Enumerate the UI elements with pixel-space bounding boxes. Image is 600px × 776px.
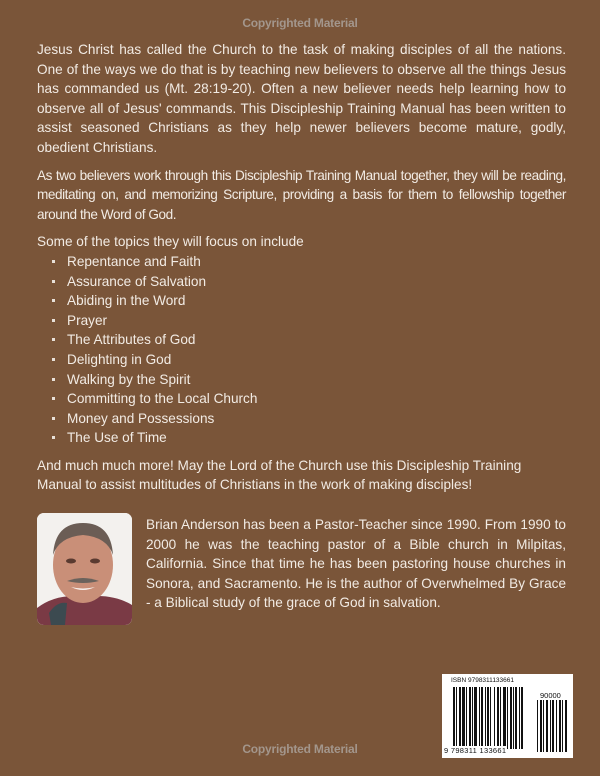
bullet-icon xyxy=(52,338,55,341)
author-bio: Brian Anderson has been a Pastor-Teacher since 1990. From 1990 to 2000 he was the teaching pastor of a Bible church in Milpitas, California. Since that time he has been pastoring house churches in Sonora, and Sacramento. He is the author of Overwhelmed By Grace - a Biblical study of the grace of God in salvation. xyxy=(146,517,566,611)
topic-item: Prayer xyxy=(47,311,566,331)
topic-item: Walking by the Spirit xyxy=(47,370,566,390)
bullet-icon xyxy=(52,260,55,263)
topic-item: The Use of Time xyxy=(47,428,566,448)
topics-list xyxy=(37,252,566,448)
author-photo xyxy=(37,513,132,625)
isbn-label: ISBN 9798311133661 xyxy=(451,677,515,684)
topic-item: Repentance and Faith xyxy=(47,252,566,272)
bullet-icon xyxy=(52,378,55,381)
topic-item: Abiding in the Word xyxy=(47,291,566,311)
copyright-watermark-top: Copyrighted Material xyxy=(242,16,358,30)
bullet-icon xyxy=(52,280,55,283)
topic-item: Committing to the Local Church xyxy=(47,389,566,409)
copyright-watermark-bottom: Copyrighted Material xyxy=(242,742,358,756)
intro-paragraph: Jesus Christ has called the Church to the task of making disciples of all the nations. One of the ways we do that is by teaching new believers to observe all the things Jesus has commanded us (Mt. 28:19-20). Often a new believer needs help learning how to observe all of Jesus' commands. This Discipleship Training Manual has been written to assist seasoned Christians as they help newer believers become mature, godly, obedient Christians. xyxy=(37,42,566,155)
study-paragraph: As two believers work through this Discipleship Training Manual together, they will be reading, meditating on, and memorizing Scripture, providing a basis for them to fellowship together around the Word of God. xyxy=(37,167,566,222)
topic-item: Delighting in God xyxy=(47,350,566,370)
barcode-bars-icon xyxy=(453,687,525,749)
back-cover-text xyxy=(37,40,566,503)
author-portrait-icon xyxy=(37,513,132,625)
bullet-icon xyxy=(52,358,55,361)
price-code: 90000 xyxy=(540,691,561,700)
topic-item: The Attributes of God xyxy=(47,330,566,350)
topic-item: Assurance of Salvation xyxy=(47,272,566,292)
topic-item: Money and Possessions xyxy=(47,409,566,429)
topics-intro: Some of the topics they will focus on include xyxy=(37,234,304,250)
bullet-icon xyxy=(52,417,55,420)
bullet-icon xyxy=(52,397,55,400)
bullet-icon xyxy=(52,436,55,439)
bullet-icon xyxy=(52,299,55,302)
bullet-icon xyxy=(52,319,55,322)
barcode-digits: 9 798311 133661 xyxy=(444,746,507,755)
author-section xyxy=(37,513,566,627)
closing-paragraph: And much much more! May the Lord of the Church use this Discipleship Training Manual to assist multitudes of Christians in the work of making disciples! xyxy=(37,457,522,493)
